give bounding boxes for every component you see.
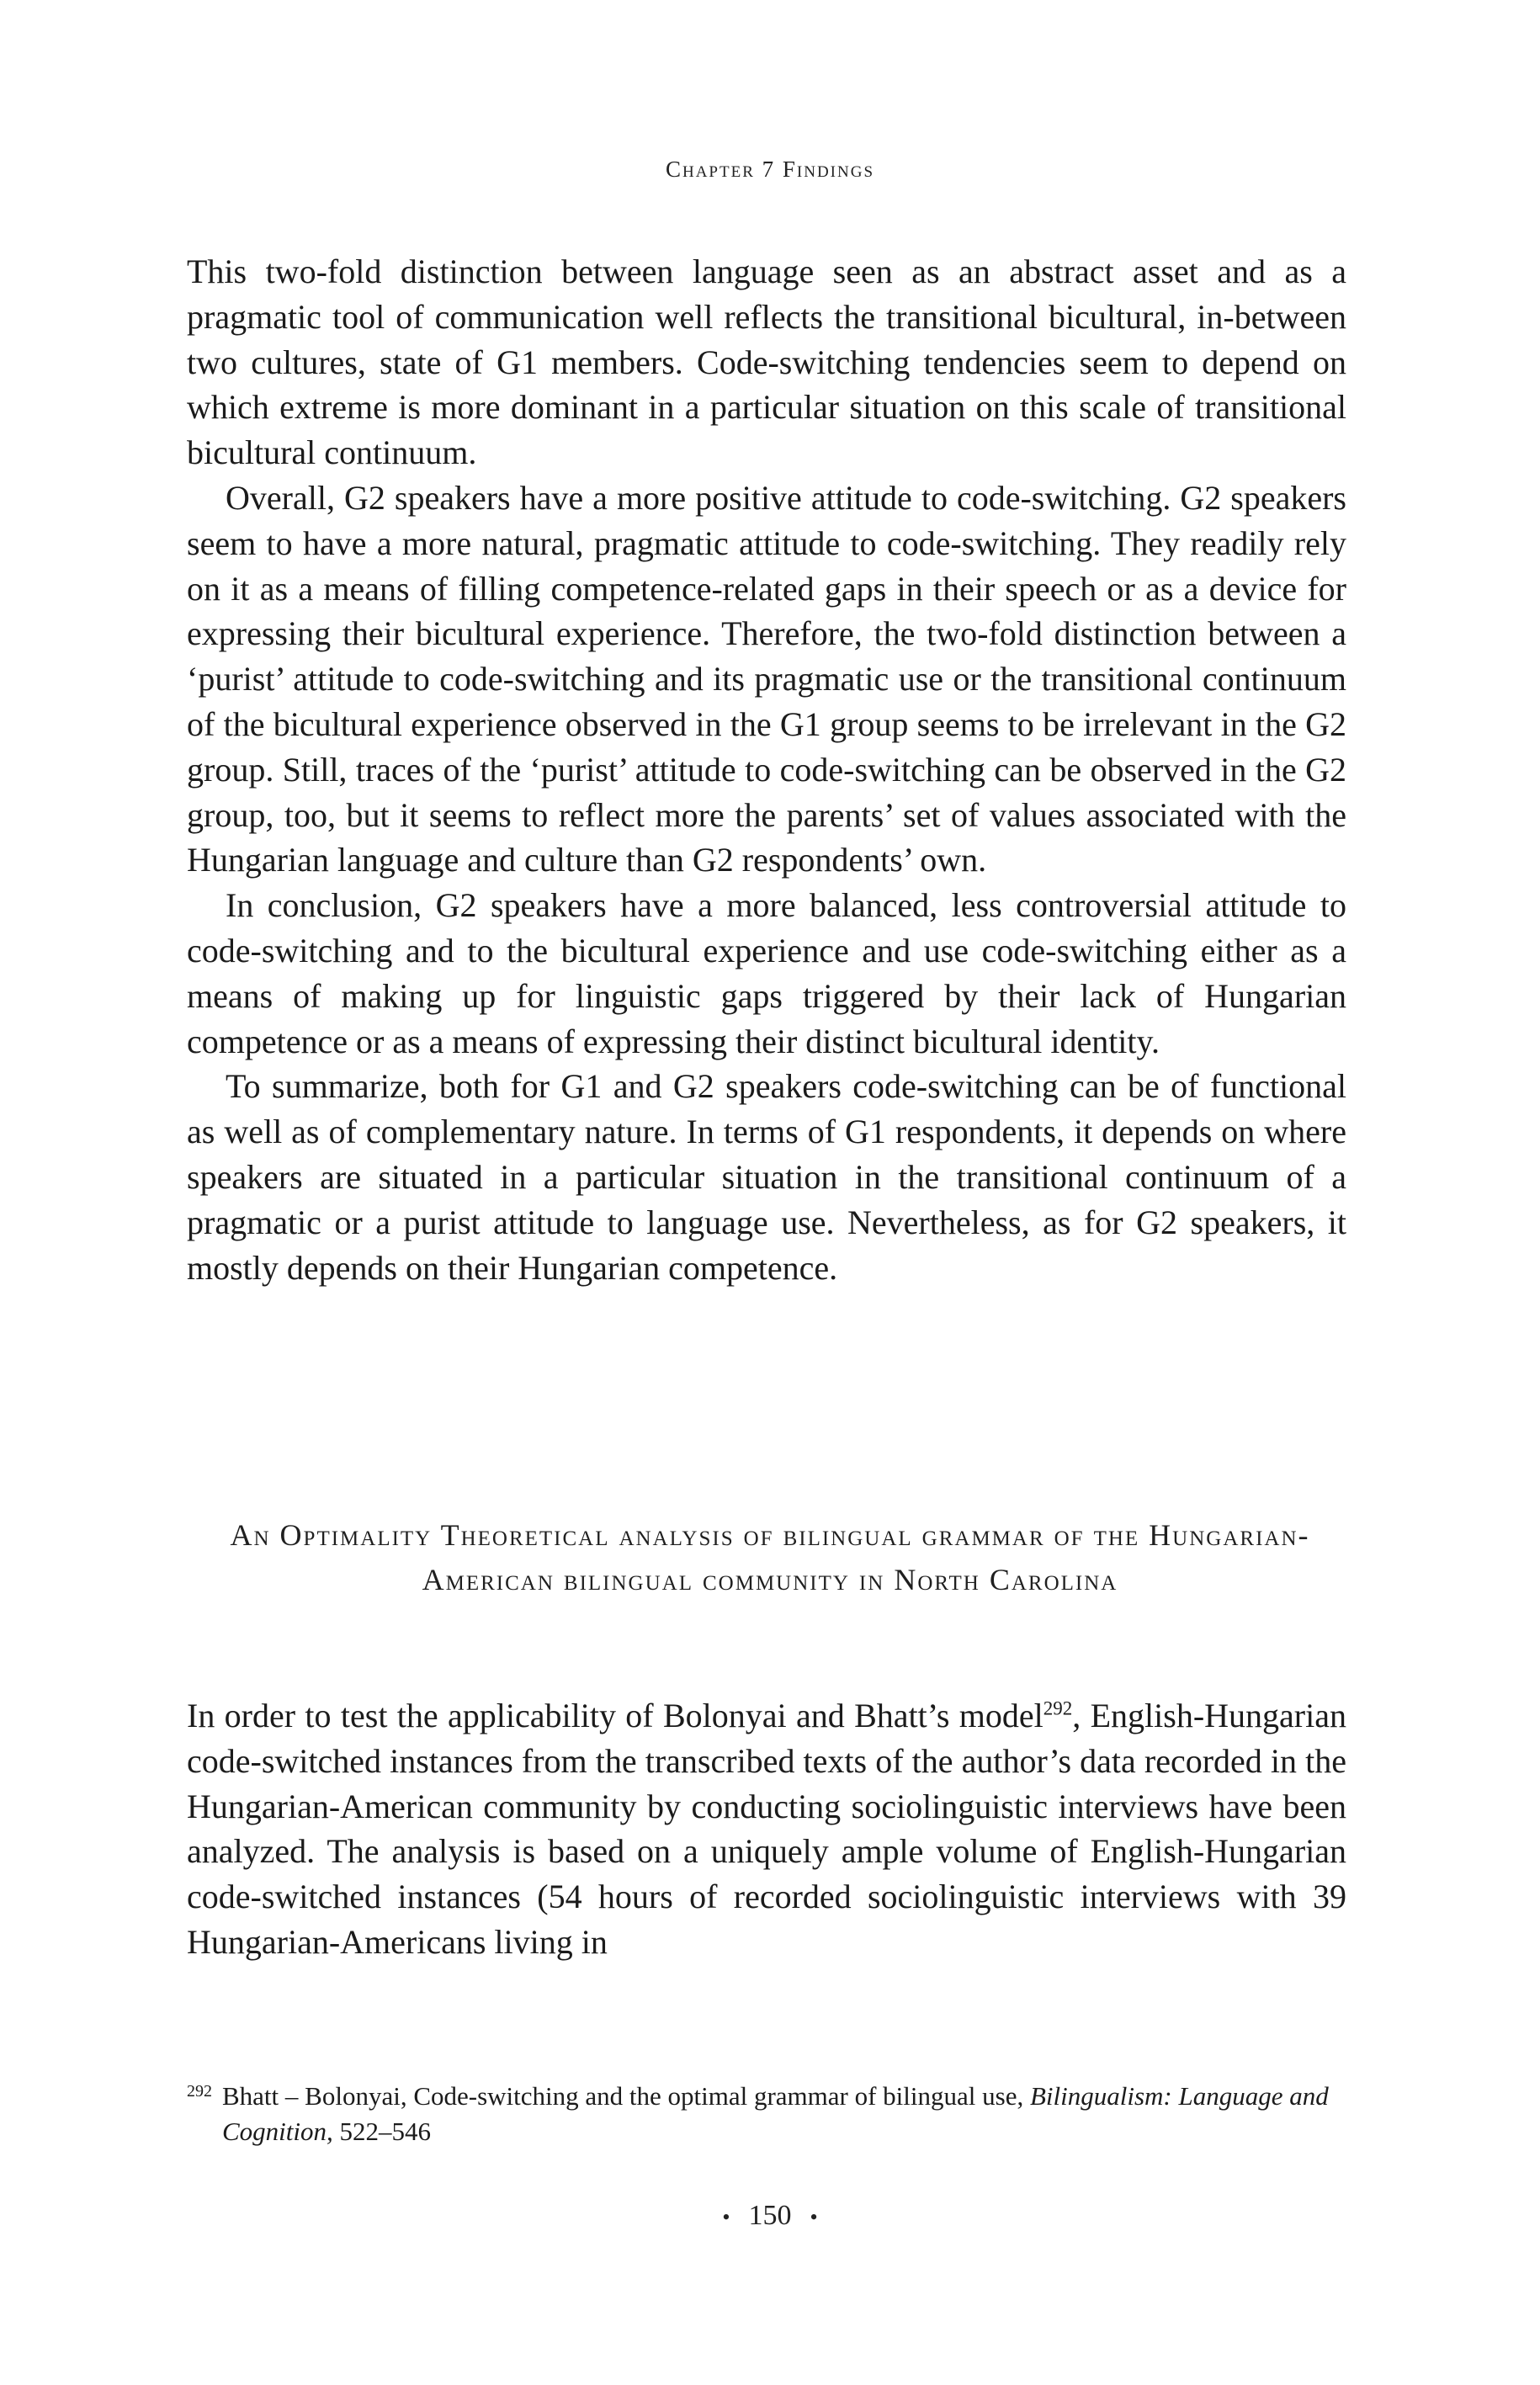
footnote-number: 292 (187, 2082, 212, 2101)
paragraph: Overall, G2 speakers have a more positive attitude to code-switching. G2 speakers seem to have a more natural, pragmatic attitude to code-switching. They readily rely on it as a means of filling competence-related gaps in their speech or as a device for expressing their bicultural experience. Therefore, the two-fold distinction between a ‘purist’ attitude to code-switching and its pragmatic use or the transitional continuum of the bicultural experience observed in the G1 group seems to be irrelevant in the G2 group. Still, traces of the ‘purist’ attitude to code-switching can be observed in the G2 group, too, but it seems to reflect more the parents’ set of values associated with the Hungarian language and culture than G2 respondents’ own. (187, 478, 1346, 879)
running-head: Chapter 7 Findings (665, 157, 875, 182)
footnote-text: Bhatt – Bolonyai, Code-switching and the optimal grammar of bilingual use, (222, 2081, 1030, 2111)
paragraph-text-before-ref: In order to test the applicability of Bolonyai and Bhatt’s model (187, 1697, 1043, 1734)
footnote (187, 2079, 1346, 2149)
page-number: 150 (748, 2200, 792, 2231)
folio-bullet-right: • (810, 2205, 818, 2229)
paragraph: In conclusion, G2 speakers have a more balanced, less controversial attitude to code-switching and to the bicultural experience and use code-switching either as a means of making up for linguistic gaps triggered by their lack of Hungarian competence or as a means of expressing their distinct bicultural identity. (187, 886, 1346, 1060)
paragraph: This two-fold distinction between language seen as an abstract asset and as a pragmatic tool of communication well reflects the transitional bicultural, in-between two cultures, state of G1 members. Code-switching tendencies seem to depend on which extreme is more dominant in a particular situation on this scale of transitional bicultural continuum. (187, 252, 1346, 472)
footnote-body (222, 2079, 1346, 2149)
footnote-pages: 522–546 (332, 2117, 432, 2146)
body-text-top (187, 249, 1346, 1290)
paragraph: To summarize, both for G1 and G2 speakers code-switching can be of functional as well as of complementary nature. In terms of G1 respondents, it depends on where speakers are situated in a particular situation in the transitional continuum of a pragmatic or a purist attitude to language use. Nevertheless, as for G2 speakers, it mostly depends on their Hungarian competence. (187, 1067, 1346, 1287)
paragraph-text-after-ref: , English-Hungarian code-switched instances from the transcribed texts of the author’s data recorded in the Hungarian-American community by conducting sociolinguistic interviews have been analyzed. The analysis is based on a uniquely ample volume of English-Hungarian code-switched instances (54 hours of recorded sociolinguistic interviews with 39 Hungarian-Americans living in (187, 1697, 1346, 1961)
section-heading: An Optimality Theoretical analysis of bilingual grammar of the Hungarian-American bilingual community in North Carolina (230, 1518, 1310, 1596)
paragraph (187, 1693, 1346, 1965)
folio-bullet-left: • (722, 2205, 730, 2229)
page-folio (0, 2200, 1540, 2232)
footnote-journal: Bilingualism: Language and Cognition, (222, 2081, 1329, 2146)
body-text-bottom (187, 1693, 1346, 1965)
footnote-reference[interactable]: 292 (1043, 1697, 1073, 1719)
